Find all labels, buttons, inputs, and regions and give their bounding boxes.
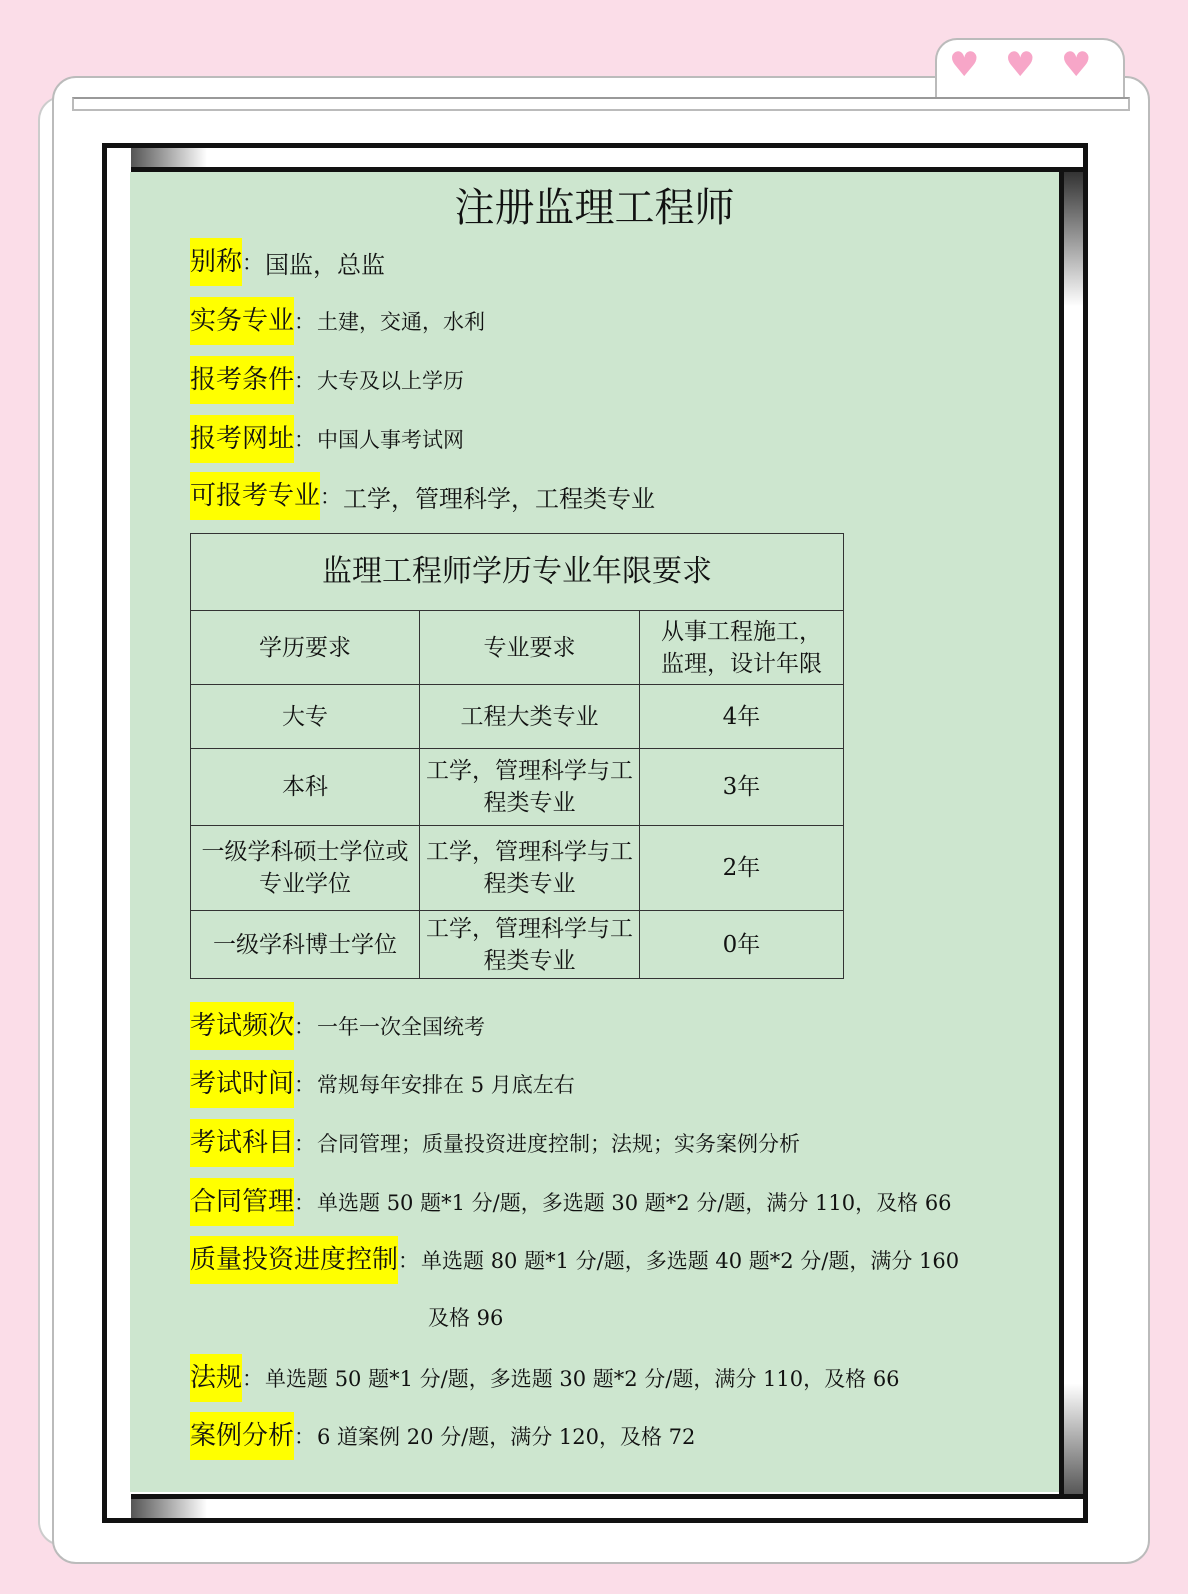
info-value: 中国人事考试网 [317,428,465,452]
info-line: 报考网址 ： 中国人事考试网 [190,415,464,463]
window-tab [935,38,1125,98]
table-cell: 2年 [640,826,844,911]
table-cell: 3年 [640,749,844,826]
info-line: 别称 ： 国监，总监 [190,238,385,286]
exam-line: 合同管理 ： 单选题 50 题*1 分/题，多选题 30 题*2 分/题，满分 110，及格 66 [190,1178,952,1226]
table-cell: 本科 [191,749,420,826]
table-cell: 一级学科博士学位 [191,911,420,979]
table-row [191,911,844,979]
table-cell: 大专 [191,685,420,749]
exam-value: 单选题 50 题*1 分/题，多选题 30 题*2 分/题，满分 110，及格 66 [317,1191,952,1215]
table-cell: 4年 [640,685,844,749]
table-cell: 工学，管理科学与工程类专业 [420,911,640,979]
table-cell: 工程大类专业 [420,685,640,749]
window-title-bar [72,97,1130,111]
info-value: 大专及以上学历 [317,369,465,393]
exam-line-continued: 及格 96 [428,1306,504,1330]
exam-label: 考试科目 [190,1119,294,1167]
info-value: 土建，交通，水利 [317,310,486,334]
exam-value: 一年一次全国统考 [317,1015,486,1039]
table-row [191,826,844,911]
exam-label: 合同管理 [190,1178,294,1226]
info-value: 国监，总监 [265,250,386,279]
table-header: 从事工程施工，监理，设计年限 [640,611,844,685]
exam-value: 合同管理；质量投资进度控制；法规；实务案例分析 [317,1132,801,1156]
table-cell: 0年 [640,911,844,979]
page-title: 注册监理工程师 [454,185,735,231]
info-value: 工学，管理科学，工程类专业 [343,484,656,513]
info-line: 可报考专业 ： 工学，管理科学，工程类专业 [190,472,655,520]
table-row [191,685,844,749]
heart-icon: ♥ [949,45,980,85]
exam-label: 案例分析 [190,1412,294,1460]
exam-value: 单选题 50 题*1 分/题，多选题 30 题*2 分/题，满分 110，及格 66 [265,1367,900,1391]
table-header: 学历要求 [191,611,420,685]
table-row [191,749,844,826]
exam-line: 考试频次 ： 一年一次全国统考 [190,1002,485,1050]
exam-line: 质量投资进度控制 ： 单选题 80 题*1 分/题，多选题 40 题*2 分/题，满分 160 [190,1236,959,1284]
exam-value: 单选题 80 题*1 分/题，多选题 40 题*2 分/题，满分 160 [421,1249,960,1273]
info-label: 可报考专业 [190,472,320,520]
exam-label: 考试时间 [190,1060,294,1108]
requirements-table [190,533,844,979]
exam-label: 考试频次 [190,1002,294,1050]
exam-label: 质量投资进度控制 [190,1236,398,1284]
info-line: 报考条件 ： 大专及以上学历 [190,356,464,404]
exam-value: 常规每年安排在 5 月底左右 [317,1073,575,1097]
info-label: 报考网址 [190,415,294,463]
table-cell: 工学，管理科学与工程类专业 [420,826,640,911]
exam-line: 考试科目 ： 合同管理；质量投资进度控制；法规；实务案例分析 [190,1119,800,1167]
table-header: 专业要求 [420,611,640,685]
info-label: 报考条件 [190,356,294,404]
heart-icon: ♥ [1061,45,1092,85]
heart-icon: ♥ [1005,45,1036,85]
exam-label: 法规 [190,1354,242,1402]
info-label: 实务专业 [190,297,294,345]
table-title: 监理工程师学历专业年限要求 [191,534,844,611]
info-line: 实务专业 ： 土建，交通，水利 [190,297,485,345]
table-cell: 工学，管理科学与工程类专业 [420,749,640,826]
exam-value: 6 道案例 20 分/题，满分 120，及格 72 [317,1425,696,1449]
exam-line: 法规 ： 单选题 50 题*1 分/题，多选题 30 题*2 分/题，满分 110，及格 66 [190,1354,900,1402]
table-cell: 一级学科硕士学位或专业学位 [191,826,420,911]
exam-line: 案例分析 ： 6 道案例 20 分/题，满分 120，及格 72 [190,1412,695,1460]
info-label: 别称 [190,238,242,286]
exam-line: 考试时间 ： 常规每年安排在 5 月底左右 [190,1060,575,1108]
